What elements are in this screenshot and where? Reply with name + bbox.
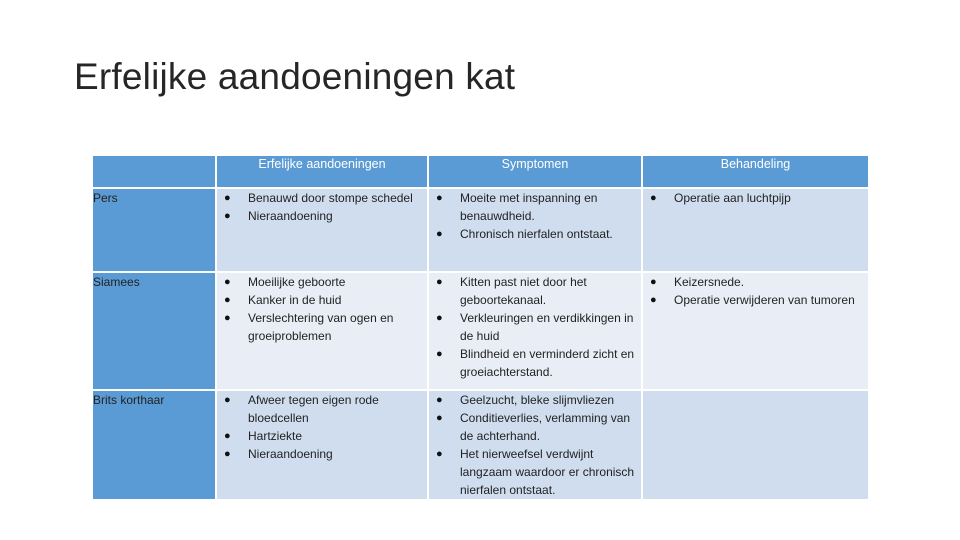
table-row [92,272,869,390]
treatment-cell [642,390,869,500]
breed-cell: Pers [92,188,216,272]
header-conditions: Erfelijke aandoeningen [216,155,428,188]
bullet-icon: ● [224,312,231,324]
bullet-icon: ● [224,192,231,204]
table-row [92,390,869,500]
list-item: ● Keizersnede. [650,275,745,289]
header-treatment: Behandeling [642,155,869,188]
bullet-icon: ● [436,228,443,240]
list-item: ● Nieraandoening [224,209,333,223]
breed-cell: Brits korthaar [92,390,216,500]
list-item: ● Benauwd door stompe schedel [224,191,413,205]
list-item: ● Verkleuringen en verdikkingen in de huid [436,311,634,343]
list-item: ● Moeilijke geboorte [224,275,346,289]
list-item: ● Chronisch nierfalen ontstaat. [436,227,613,241]
list-item: ● Kanker in de huid [224,293,342,307]
list-item: ● Verslechtering van ogen en groeiproblemen [224,311,394,343]
bullet-icon: ● [224,276,231,288]
symptoms-cell [428,188,642,272]
treatment-cell [642,272,869,390]
bullet-icon: ● [224,394,231,406]
list-item: ● Blindheid en verminderd zicht en groeiachterstand. [436,347,635,379]
symptoms-cell [428,390,642,500]
bullet-icon: ● [436,348,443,360]
symptoms-cell [428,272,642,390]
list-item: ● Kitten past niet door het geboortekanaal. [436,275,587,307]
bullet-icon: ● [436,412,443,424]
conditions-cell [216,390,428,500]
bullet-icon: ● [436,192,443,204]
list-item: ● Operatie aan luchtpijp [650,191,791,205]
bullet-icon: ● [650,276,657,288]
bullet-icon: ● [224,448,231,460]
list-item: ● Hartziekte [224,429,303,443]
list-item: ● Moeite met inspanning en benauwdheid. [436,191,598,223]
bullet-icon: ● [224,210,231,222]
header-symptoms: Symptomen [428,155,642,188]
list-item: ● Geelzucht, bleke slijmvliezen [436,393,615,407]
conditions-cell [216,188,428,272]
list-item: ● Het nierweefsel verdwijnt langzaam waardoor er chronisch nierfalen ontstaat. [436,447,635,497]
slide-title: Erfelijke aandoeningen kat [74,56,516,97]
bullet-icon: ● [650,294,657,306]
bullet-icon: ● [436,276,443,288]
bullet-icon: ● [650,192,657,204]
bullet-icon: ● [436,394,443,406]
header-empty [92,155,216,188]
bullet-icon: ● [224,430,231,442]
list-item: ● Conditieverlies, verlamming van de achterhand. [436,411,631,443]
header-row [92,155,869,188]
list-item: ● Afweer tegen eigen rode bloedcellen [224,393,379,425]
bullet-icon: ● [224,294,231,306]
list-item: ● Nieraandoening [224,447,333,461]
breed-cell: Siamees [92,272,216,390]
treatment-cell [642,188,869,272]
list-item: ● Operatie verwijderen van tumoren [650,293,855,307]
conditions-cell [216,272,428,390]
conditions-table [91,154,870,501]
bullet-icon: ● [436,312,443,324]
bullet-icon: ● [436,448,443,460]
table-row [92,188,869,272]
